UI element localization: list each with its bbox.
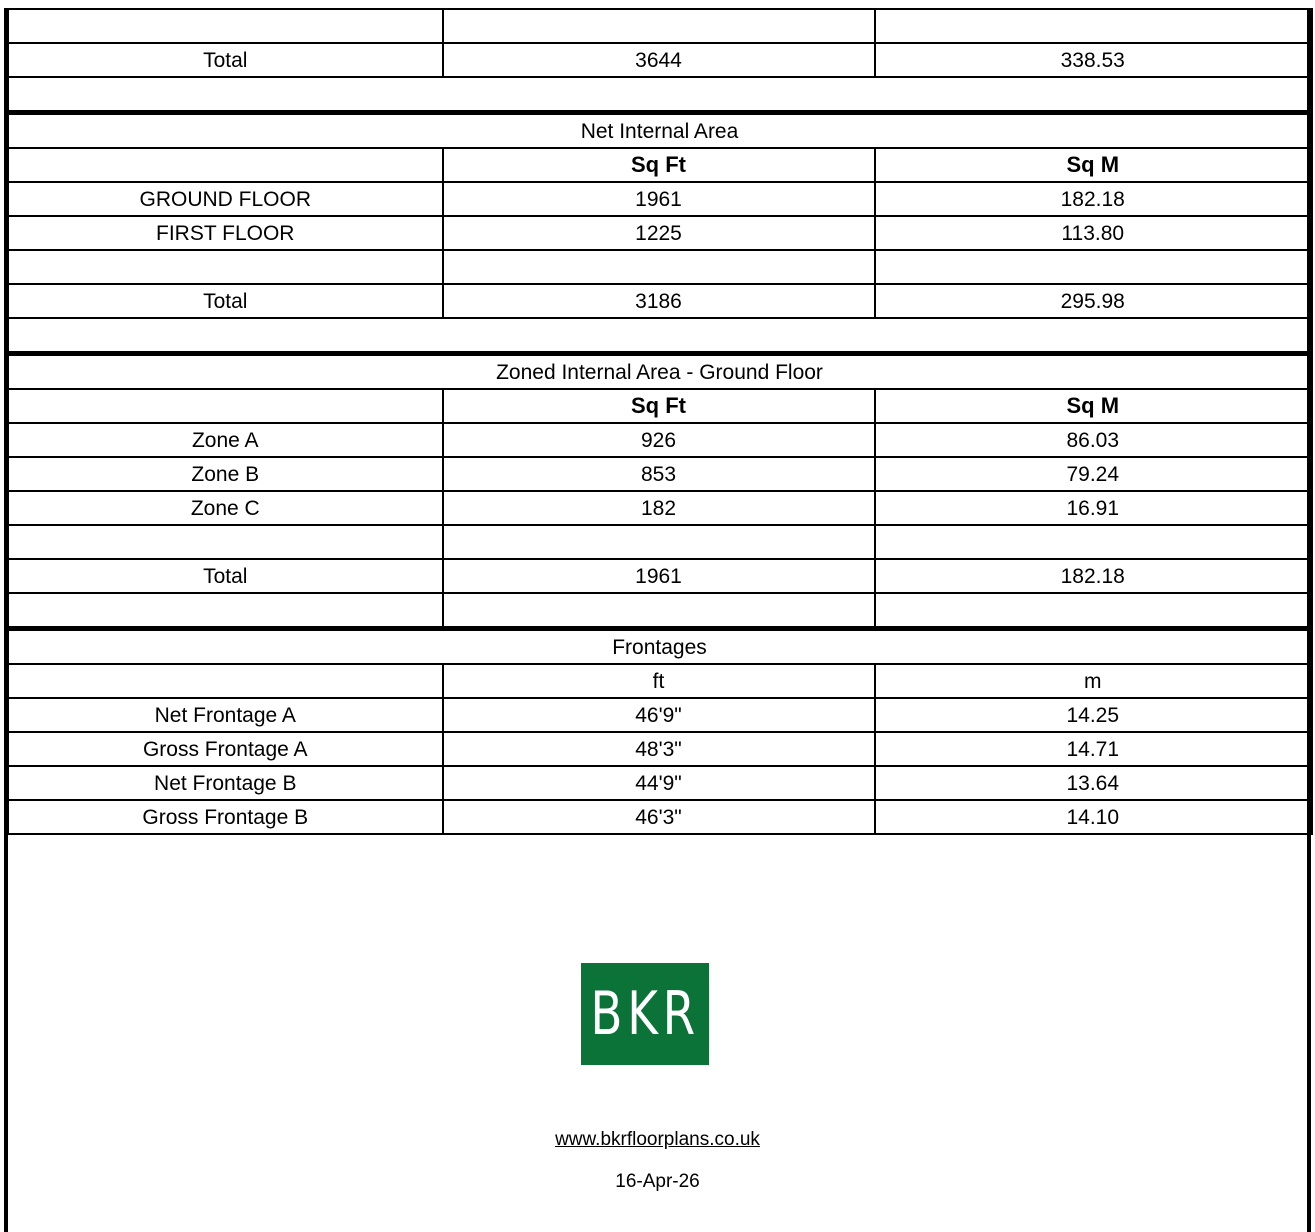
table-row (8, 43, 1312, 77)
imperial-value-cell (443, 9, 875, 43)
imperial-value-cell: 926 (443, 423, 875, 457)
row-label-cell (8, 593, 443, 629)
spacer-cell (8, 77, 1312, 113)
imperial-value-cell: 1961 (443, 559, 875, 593)
imperial-value-cell: 3186 (443, 284, 875, 318)
metric-value-cell: Sq M (875, 148, 1312, 182)
row-label-cell (8, 148, 443, 182)
table-row (8, 800, 1312, 834)
bkr-logo (581, 963, 709, 1065)
imperial-value-cell: 48'3" (443, 732, 875, 766)
imperial-value-cell (443, 593, 875, 629)
table-row (8, 216, 1312, 250)
logo-text: BKR (590, 979, 700, 1049)
imperial-value-cell: 1961 (443, 182, 875, 216)
imperial-value-cell: Sq Ft (443, 389, 875, 423)
row-label-cell: Net Frontage B (8, 766, 443, 800)
table-row (8, 77, 1312, 113)
imperial-value-cell: 853 (443, 457, 875, 491)
table-row (8, 559, 1312, 593)
section-title: Frontages (8, 629, 1312, 665)
table-row (8, 148, 1312, 182)
imperial-value-cell: 3644 (443, 43, 875, 77)
metric-value-cell: 295.98 (875, 284, 1312, 318)
metric-value-cell (875, 593, 1312, 629)
metric-value-cell: 16.91 (875, 491, 1312, 525)
table-row (8, 698, 1312, 732)
row-label-cell: FIRST FLOOR (8, 216, 443, 250)
metric-value-cell: m (875, 664, 1312, 698)
metric-value-cell: 338.53 (875, 43, 1312, 77)
row-label-cell: Zone B (8, 457, 443, 491)
imperial-value-cell (443, 250, 875, 284)
row-label-cell: Total (8, 43, 443, 77)
row-label-cell (8, 525, 443, 559)
metric-value-cell (875, 250, 1312, 284)
metric-value-cell: 14.10 (875, 800, 1312, 834)
imperial-value-cell: ft (443, 664, 875, 698)
section-title: Zoned Internal Area - Ground Floor (8, 354, 1312, 390)
metric-value-cell (875, 9, 1312, 43)
table-row (8, 525, 1312, 559)
footer-gap (580, 928, 709, 932)
imperial-value-cell (443, 525, 875, 559)
table-row (8, 354, 1312, 390)
metric-value-cell (875, 525, 1312, 559)
imperial-value-cell: 1225 (443, 216, 875, 250)
row-label-cell: Total (8, 284, 443, 318)
imperial-value-cell: 46'3" (443, 800, 875, 834)
table-row (8, 9, 1312, 43)
table-row (8, 318, 1312, 354)
website-link[interactable]: www.bkrfloorplans.co.uk (555, 1129, 760, 1150)
table-row (8, 250, 1312, 284)
date-label: 16-Apr-26 (615, 1171, 700, 1192)
metric-value-cell: 113.80 (875, 216, 1312, 250)
table-row (8, 629, 1312, 665)
row-label-cell: Total (8, 559, 443, 593)
row-label-cell: GROUND FLOOR (8, 182, 443, 216)
row-label-cell (8, 9, 443, 43)
row-label-cell: Gross Frontage B (8, 800, 443, 834)
metric-value-cell: 182.18 (875, 182, 1312, 216)
section-title: Net Internal Area (8, 113, 1312, 149)
row-label-cell: Gross Frontage A (8, 732, 443, 766)
table-row (8, 182, 1312, 216)
row-label-cell: Zone C (8, 491, 443, 525)
metric-value-cell: 14.25 (875, 698, 1312, 732)
row-label-cell: Net Frontage A (8, 698, 443, 732)
table-row (8, 113, 1312, 149)
table-row (8, 766, 1312, 800)
table-row (8, 389, 1312, 423)
table-row (8, 593, 1312, 629)
imperial-value-cell: 182 (443, 491, 875, 525)
metric-value-cell: 79.24 (875, 457, 1312, 491)
table-row (8, 423, 1312, 457)
row-label-cell: Zone A (8, 423, 443, 457)
metric-value-cell: 182.18 (875, 559, 1312, 593)
row-label-cell (8, 250, 443, 284)
imperial-value-cell: Sq Ft (443, 148, 875, 182)
metric-value-cell: 14.71 (875, 732, 1312, 766)
spacer-cell (8, 318, 1312, 354)
table-row (8, 664, 1312, 698)
imperial-value-cell: 46'9" (443, 698, 875, 732)
row-label-cell (8, 664, 443, 698)
table-row (8, 284, 1312, 318)
metric-value-cell: 86.03 (875, 423, 1312, 457)
imperial-value-cell: 44'9" (443, 766, 875, 800)
table-row (8, 491, 1312, 525)
metric-value-cell: 13.64 (875, 766, 1312, 800)
area-table (6, 8, 1313, 835)
table-row (8, 457, 1312, 491)
table-row (8, 732, 1312, 766)
metric-value-cell: Sq M (875, 389, 1312, 423)
row-label-cell (8, 389, 443, 423)
